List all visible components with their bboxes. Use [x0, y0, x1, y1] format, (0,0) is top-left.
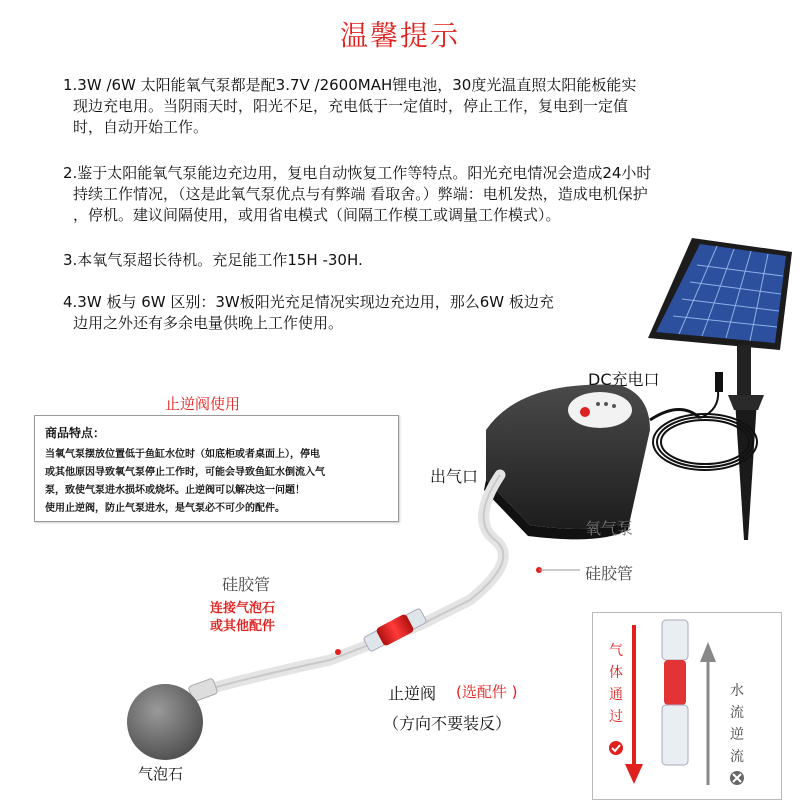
air-stone-label: 气泡石 [138, 765, 184, 783]
note-line: 当氧气泵摆放位置低于鱼缸水位时（如底柜或者桌面上），停电 [45, 449, 320, 460]
check-valve-label: 止逆阀 [388, 684, 437, 703]
solar-panel [648, 238, 792, 540]
silicone-tube-left-label: 硅胶管 [222, 575, 271, 594]
silicone-tube-right-label: 硅胶管 [585, 564, 634, 583]
air-outlet-label: 出气口 [430, 467, 479, 486]
other-parts-label: 或其他配件 [210, 619, 276, 634]
water-flow-vertical-text [729, 680, 745, 768]
air-stone [127, 678, 218, 760]
paragraph-line: 4.3W 板与 6W 区别：3W板阳光充足情况实现边充边用，那么6W 板边充 [63, 293, 554, 311]
connect-stone-label: 连接气泡石 [210, 601, 276, 616]
note-line: 使用止逆阀，防止气泵进水，是气泵必不可少的配件。 [45, 503, 285, 514]
char: 气 [609, 643, 623, 659]
note-title: 商品特点： [45, 426, 106, 440]
paragraph-line: ，停机。建议间隔使用，或用省电模式（间隔工作模工或调量工作模式）。 [73, 206, 561, 224]
char: 流 [730, 749, 744, 765]
note-line: 泵，致使气泵进水损坏或烧坏。止逆阀可以解决这一问题！ [45, 485, 305, 496]
page-title: 温馨提示 [339, 19, 460, 52]
optional-label: (选配件 ) [456, 683, 518, 701]
paragraph-line: 3.本氧气泵超长待机。充足能工作15H -30H. [63, 251, 363, 269]
paragraph-line: 边用之外还有多余电量供晚上工作使用。 [73, 314, 344, 332]
char: 水 [730, 683, 744, 699]
gas-flow-vertical-text [608, 640, 624, 728]
note-body [45, 446, 390, 518]
dc-port-label: DC充电口 [588, 370, 660, 389]
char: 过 [609, 709, 623, 725]
product-features-note [34, 415, 399, 522]
direction-label: （方向不要装反） [383, 714, 512, 733]
paragraph-line: 持续工作情况，（这是此氧气泵优点与有弊端 看取舍。）弊端：电机发热，造成电机保护 [73, 185, 648, 203]
paragraph-line: 时，自动开始工作。 [73, 118, 209, 136]
paragraph-line: 1.3W /6W 太阳能氧气泵都是配3.7V /2600MAH锂电池，30度光温直照太阳能板能实 [63, 76, 637, 94]
char: 体 [609, 665, 623, 681]
char: 通 [609, 687, 623, 703]
check-valve-use-label: 止逆阀使用 [165, 395, 241, 413]
char: 流 [730, 705, 744, 721]
pump-label: 氧气泵 [585, 519, 634, 538]
paragraph-line: 2.鉴于太阳能氧气泵能边充边用，复电自动恢复工作等特点。阳光充电情况会造成24小时 [63, 164, 652, 182]
note-line: 或其他原因导致氧气泵停止工作时，可能会导致鱼缸水倒流入气 [45, 467, 325, 478]
char: 逆 [730, 727, 744, 743]
paragraph-line: 现边充电用。当阴雨天时，阳光不足，充电低于一定值时，停止工作，复电到一定值 [73, 97, 629, 115]
